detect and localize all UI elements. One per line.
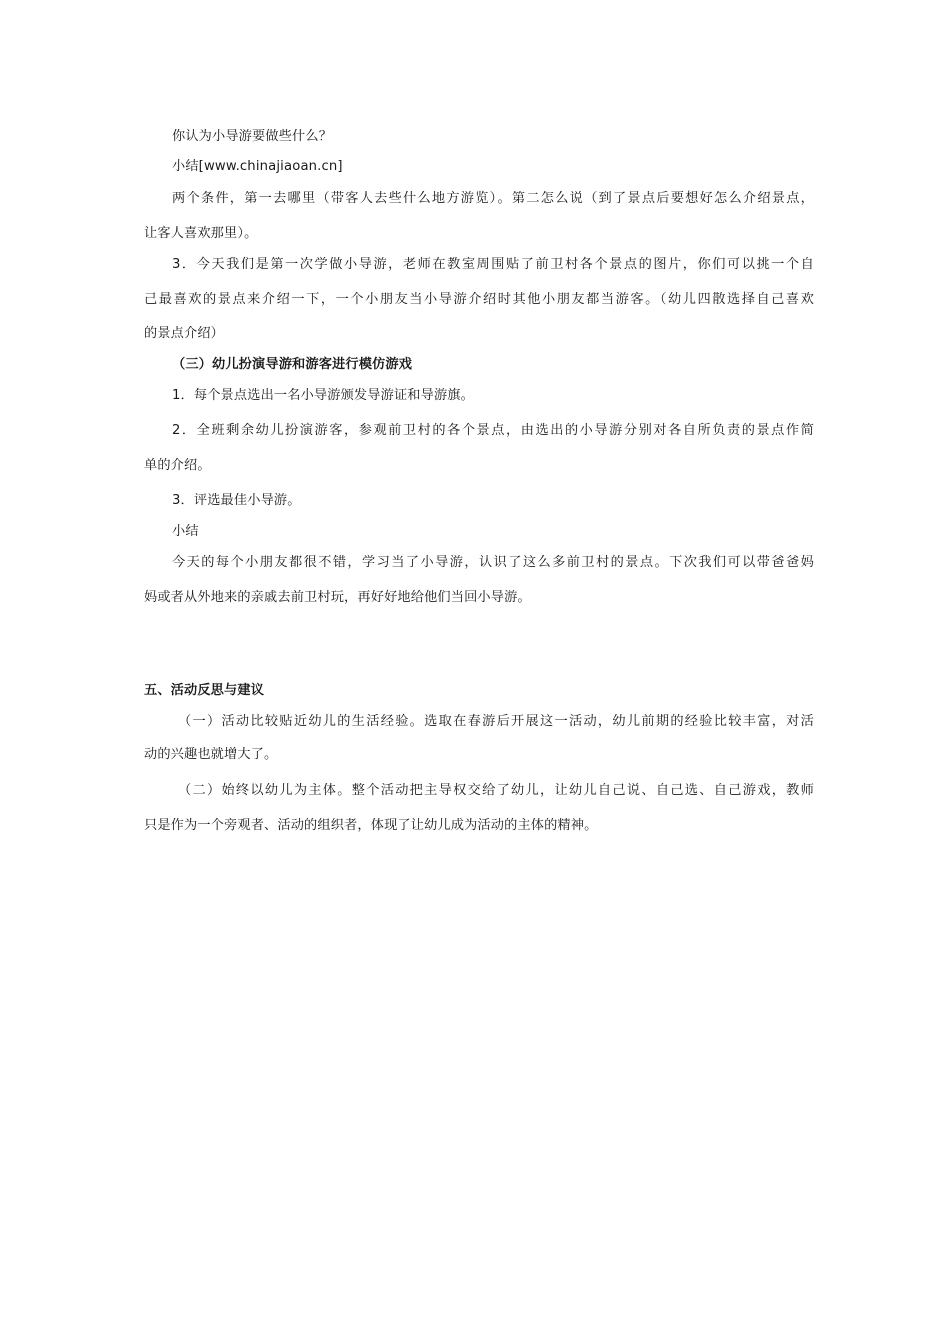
- summary-paragraph-line: 让客人喜欢那里）。: [144, 226, 258, 241]
- section-heading: 五、活动反思与建议: [144, 683, 265, 698]
- list-item-line: 单的介绍。: [144, 458, 211, 473]
- list-item-line: 2．全班剩余幼儿扮演游客，参观前卫村的各个景点，由选出的小导游分别对各自所负责的景点作简: [172, 423, 814, 438]
- paragraph-line: （一）活动比较贴近幼儿的生活经验。选取在春游后开展这一活动，幼儿前期的经验比较丰富，对活: [178, 714, 814, 729]
- paragraph-line: 只是作为一个旁观者、活动的组织者，体现了让幼儿成为活动的主体的精神。: [144, 818, 598, 833]
- question-text: 你认为小导游要做些什么？: [172, 129, 333, 144]
- paragraph-line: 动的兴趣也就增大了。: [144, 747, 278, 762]
- summary-paragraph-line: 今天的每个小朋友都很不错，学习当了小导游，认识了这么多前卫村的景点。下次我们可以带爸爸妈: [172, 555, 814, 570]
- summary-paragraph-line: 妈或者从外地来的亲戚去前卫村玩，再好好地给他们当回小导游。: [144, 590, 531, 605]
- list-item-line: 的景点介绍）: [144, 326, 225, 341]
- summary-label: 小结[www.chinajiaoan.cn]: [172, 159, 343, 174]
- summary-label: 小结: [172, 524, 199, 539]
- summary-paragraph-line: 两个条件，第一去哪里（带客人去些什么地方游览）。第二怎么说（到了景点后要想好怎么介绍景点，: [172, 191, 814, 206]
- list-item: 3．评选最佳小导游。: [172, 493, 301, 508]
- list-item-line: 3．今天我们是第一次学做小导游，老师在教室周围贴了前卫村各个景点的图片，你们可以挑一个自: [172, 257, 814, 272]
- paragraph-line: （二）始终以幼儿为主体。整个活动把主导权交给了幼儿，让幼儿自己说、自己选、自己游戏，教师: [178, 783, 814, 798]
- subheading: （三）幼儿扮演导游和游客进行模仿游戏: [172, 357, 413, 372]
- list-item: 1．每个景点选出一名小导游颁发导游证和导游旗。: [172, 388, 474, 403]
- list-item-line: 己最喜欢的景点来介绍一下，一个小朋友当小导游介绍时其他小朋友都当游客。（幼儿四散选择自己喜欢: [144, 292, 814, 307]
